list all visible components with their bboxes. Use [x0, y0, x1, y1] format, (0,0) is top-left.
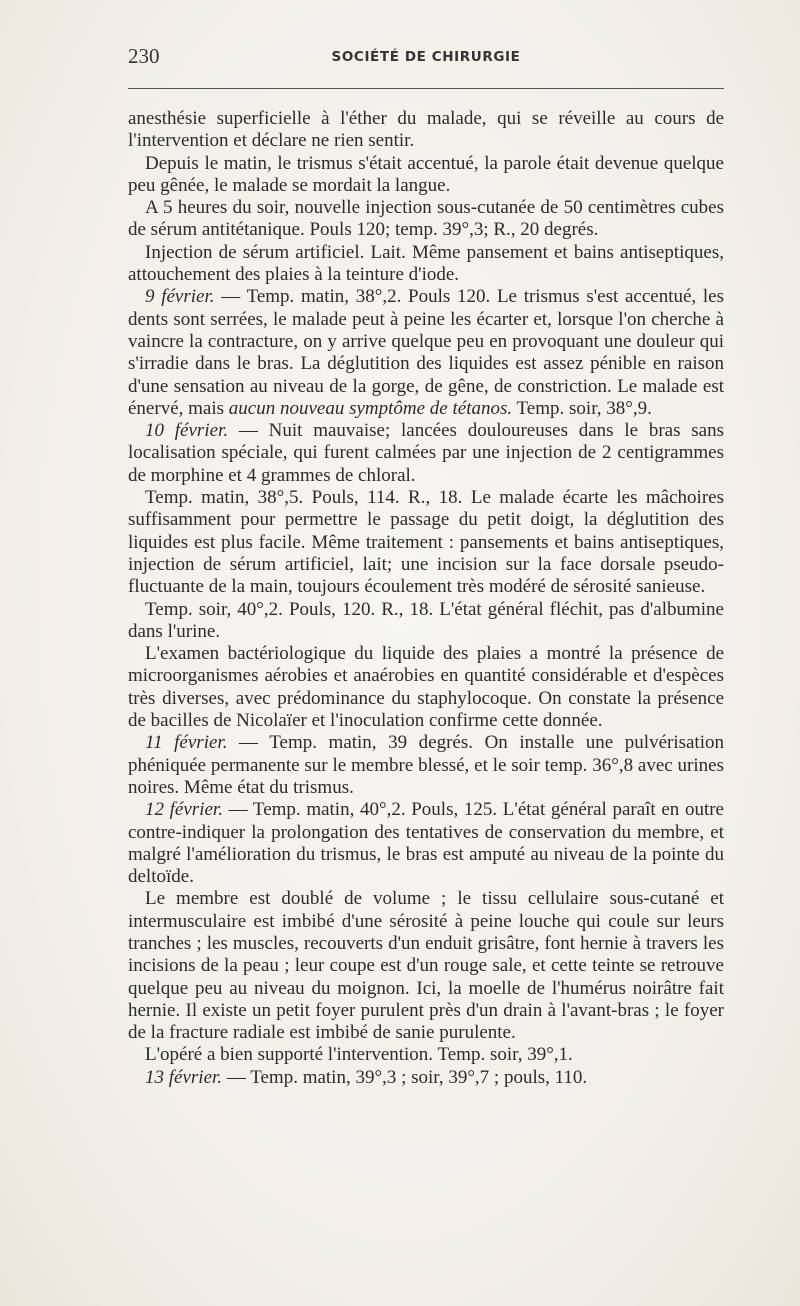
- entry-date: 10 février.: [145, 420, 229, 442]
- paragraph: [128, 1067, 724, 1089]
- paragraph: Depuis le matin, le trismus s'était accentué, la parole était devenue quelque peu gênée, le malade se mordait la langue.: [128, 152, 724, 196]
- paragraph: Le membre est doublé de volume ; le tissu cellulaire sous-cutané et intermusculaire est imbibé d'une sérosité à peine louche qui coule sur leurs tranches ; les muscles, recouverts d'un enduit grisâtre, font hernie à travers les incisions de la peau ; leur coupe est d'un rouge sale, et cette teinte se retrouve quelque peu au niveau du moignon. Ici, la moelle de l'humérus noirâtre fait hernie. Il existe un petit foyer purulent près d'un drain à l'avant-bras ; le foyer de la fracture radiale est imbibé de sanie purulente.: [128, 888, 724, 1044]
- paragraph: [128, 799, 724, 888]
- entry-date: 12 février.: [145, 799, 223, 821]
- paragraph: Temp. soir, 40°,2. Pouls, 120. R., 18. L'état général fléchit, pas d'albumine dans l'urine.: [128, 598, 724, 642]
- paragraph: [128, 420, 724, 487]
- paragraph-text: — Nuit mauvaise; lancées douloureuses dans le bras sans localisation spéciale, qui furent calmées par une injection de 2 centigrammes de morphine et 4 grammes de chloral.: [128, 420, 724, 486]
- running-title: SOCIÉTÉ DE CHIRURGIE: [331, 49, 521, 65]
- paragraph: [128, 732, 724, 799]
- entry-date: 11 février.: [145, 732, 228, 754]
- paragraph: [128, 286, 724, 420]
- page-header: [128, 44, 724, 74]
- paragraph-text: — Temp. matin, 39 degrés. On installe une pulvérisation phéniquée permanente sur le membre blessé, et le soir temp. 36°,8 avec urines noires. Même état du trismus.: [128, 732, 724, 798]
- body-text: [128, 108, 724, 1089]
- paragraph-text: — Temp. matin, 39°,3 ; soir, 39°,7 ; pouls, 110.: [222, 1066, 588, 1088]
- paragraph: L'opéré a bien supporté l'intervention. Temp. soir, 39°,1.: [145, 1044, 573, 1066]
- entry-date: 13 février.: [145, 1066, 223, 1088]
- paragraph-text: Temp. soir, 38°,9.: [512, 397, 652, 419]
- paragraph: anesthésie superficielle à l'éther du malade, qui se réveille au cours de l'intervention et déclare ne rien sentir.: [128, 108, 724, 152]
- entry-date: 9 février.: [145, 286, 215, 308]
- paragraph: L'examen bactériologique du liquide des plaies a montré la présence de microorganismes aérobies et anaérobies en quantité considérable et d'espèces très diverses, avec prédominance du staphylocoque. On constate la présence de bacilles de Nicolaïer et l'inoculation confirme cette donnée.: [128, 643, 724, 732]
- page-number: 230: [128, 44, 160, 68]
- paragraph: A 5 heures du soir, nouvelle injection sous-cutanée de 50 centimètres cubes de sérum antitétanique. Pouls 120; temp. 39°,3; R., 20 degrés.: [128, 197, 724, 241]
- italic-phrase: aucun nouveau symptôme de tétanos.: [228, 397, 513, 419]
- header-rule: [128, 88, 724, 89]
- paragraph: Injection de sérum artificiel. Lait. Même pansement et bains antiseptiques, attouchement des plaies à la teinture d'iode.: [128, 241, 724, 286]
- paragraph-text: — Temp. matin, 40°,2. Pouls, 125. L'état général paraît en outre contre-indiquer la prolongation des tentatives de conservation du membre, et malgré l'amélioration du trismus, le bras est amputé au niveau de la pointe du deltoïde.: [128, 799, 724, 888]
- paragraph-text: — Temp. matin, 38°,2. Pouls 120. Le trismus s'est accentué, les dents sont serrées, le malade peut à peine les écarter et, lorsque l'on cherche à vaincre la contracture, on y arrive quelque peu en provoquant une douleur qui s'irradie dans le bras. La déglutition des liquides est assez pénible en raison d'une sensation au niveau de la gorge, de gêne, de constriction. Le malade est énervé, mais: [128, 286, 724, 419]
- paragraph: Temp. matin, 38°,5. Pouls, 114. R., 18. Le malade écarte les mâchoires suffisamment pour permettre le passage du petit doigt, la déglutition des liquides est plus facile. Même traitement : pansements et bains antiseptiques, injection de sérum artificiel, lait; une incision sur la face dorsale pseudo-fluctuante de la main, toujours écoulement très modéré de sérosité sanieuse.: [128, 487, 724, 598]
